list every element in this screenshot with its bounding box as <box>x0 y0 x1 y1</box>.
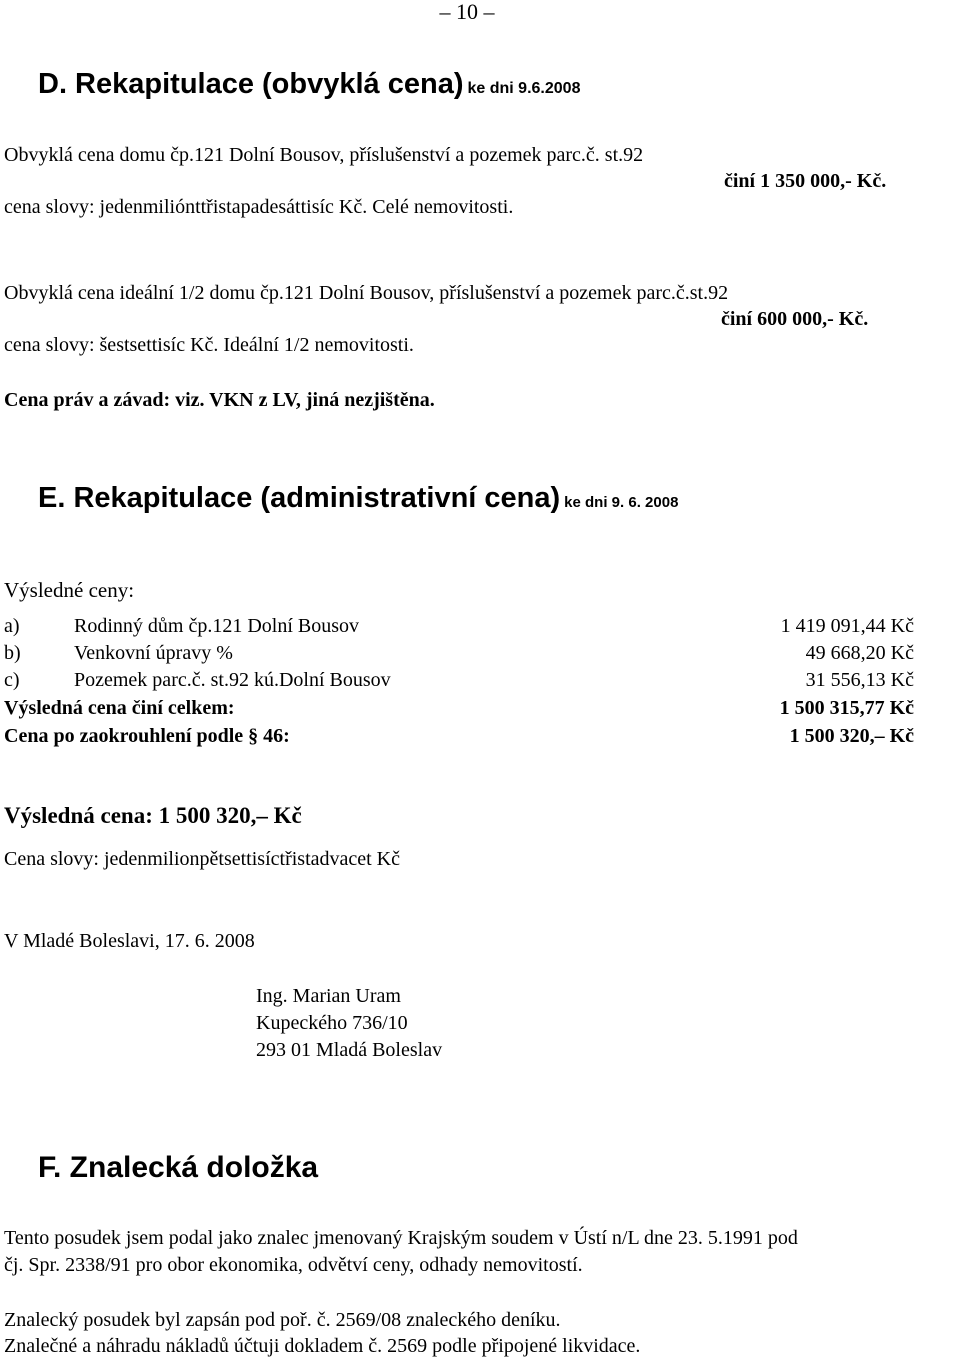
row-letter: c) <box>4 669 20 691</box>
section-e-heading <box>38 480 678 516</box>
rights-and-burdens: Cena práv a závad: viz. VKN z LV, jiná nezjištěna. <box>4 389 435 411</box>
row-value: 31 556,13 Kč <box>805 669 914 691</box>
results-subtitle: Výsledné ceny: <box>4 578 135 602</box>
table-row <box>4 668 914 694</box>
item2-words: cena slovy: šestsettisíc Kč. Ideální 1/2 nemovitosti. <box>4 334 414 356</box>
table-row <box>4 641 914 667</box>
clause-line-2: čj. Spr. 2338/91 pro obor ekonomika, odvětví ceny, odhady nemovitostí. <box>4 1254 583 1276</box>
section-d-title: D. Rekapitulace (obvyklá cena) <box>38 68 464 100</box>
total-row <box>4 696 914 722</box>
table-row <box>4 614 914 640</box>
row-letter: b) <box>4 642 21 664</box>
item1-description: Obvyklá cena domu čp.121 Dolní Bousov, příslušenství a pozemek parc.č. st.92 <box>4 144 644 166</box>
rounded-row <box>4 724 914 750</box>
item1-words: cena slovy: jedenmiliónttřistapadesáttisíc Kč. Celé nemovitosti. <box>4 196 514 218</box>
expert-street: Kupeckého 736/10 <box>256 1012 408 1034</box>
section-e-title: E. Rekapitulace (administrativní cena) <box>38 482 561 514</box>
section-e-date: ke dni 9. 6. 2008 <box>564 494 679 511</box>
expert-name: Ing. Marian Uram <box>256 985 401 1007</box>
rounded-value: 1 500 320,– Kč <box>789 725 914 747</box>
place-and-date: V Mladé Boleslavi, 17. 6. 2008 <box>4 930 255 952</box>
row-label: Pozemek parc.č. st.92 kú.Dolní Bousov <box>74 669 391 691</box>
expert-city: 293 01 Mladá Boleslav <box>256 1039 443 1061</box>
final-price: Výsledná cena: 1 500 320,– Kč <box>4 803 302 828</box>
clause-line-1: Tento posudek jsem podal jako znalec jmenovaný Krajským soudem v Ústí n/L dne 23. 5.1991 pod <box>4 1227 798 1249</box>
item2-description: Obvyklá cena ideální 1/2 domu čp.121 Dolní Bousov, příslušenství a pozemek parc.č.st.92 <box>4 282 729 304</box>
row-label: Venkovní úpravy % <box>74 642 233 664</box>
item1-value: činí 1 350 000,- Kč. <box>724 170 887 192</box>
total-label: Výsledná cena činí celkem: <box>4 697 235 719</box>
section-d-heading <box>38 66 580 102</box>
section-f-title: F. Znalecká doložka <box>38 1151 319 1184</box>
rounded-label: Cena po zaokrouhlení podle § 46: <box>4 725 290 747</box>
section-d-date: ke dni 9.6.2008 <box>467 80 581 97</box>
final-price-words: Cena slovy: jedenmilionpětsettisíctřistadvacet Kč <box>4 848 401 870</box>
total-value: 1 500 315,77 Kč <box>779 697 914 719</box>
row-letter: a) <box>4 615 20 637</box>
page-number: – 10 – <box>439 0 495 24</box>
row-value: 1 419 091,44 Kč <box>780 615 914 637</box>
item2-value: činí 600 000,- Kč. <box>721 308 869 330</box>
clause-line-3: Znalecký posudek byl zapsán pod poř. č. 2569/08 znaleckého deníku. <box>4 1309 561 1331</box>
row-value: 49 668,20 Kč <box>805 642 914 664</box>
clause-line-4: Znalečné a náhradu nákladů účtuji dokladem č. 2569 podle připojené likvidace. <box>4 1335 641 1357</box>
row-label: Rodinný dům čp.121 Dolní Bousov <box>74 615 360 637</box>
